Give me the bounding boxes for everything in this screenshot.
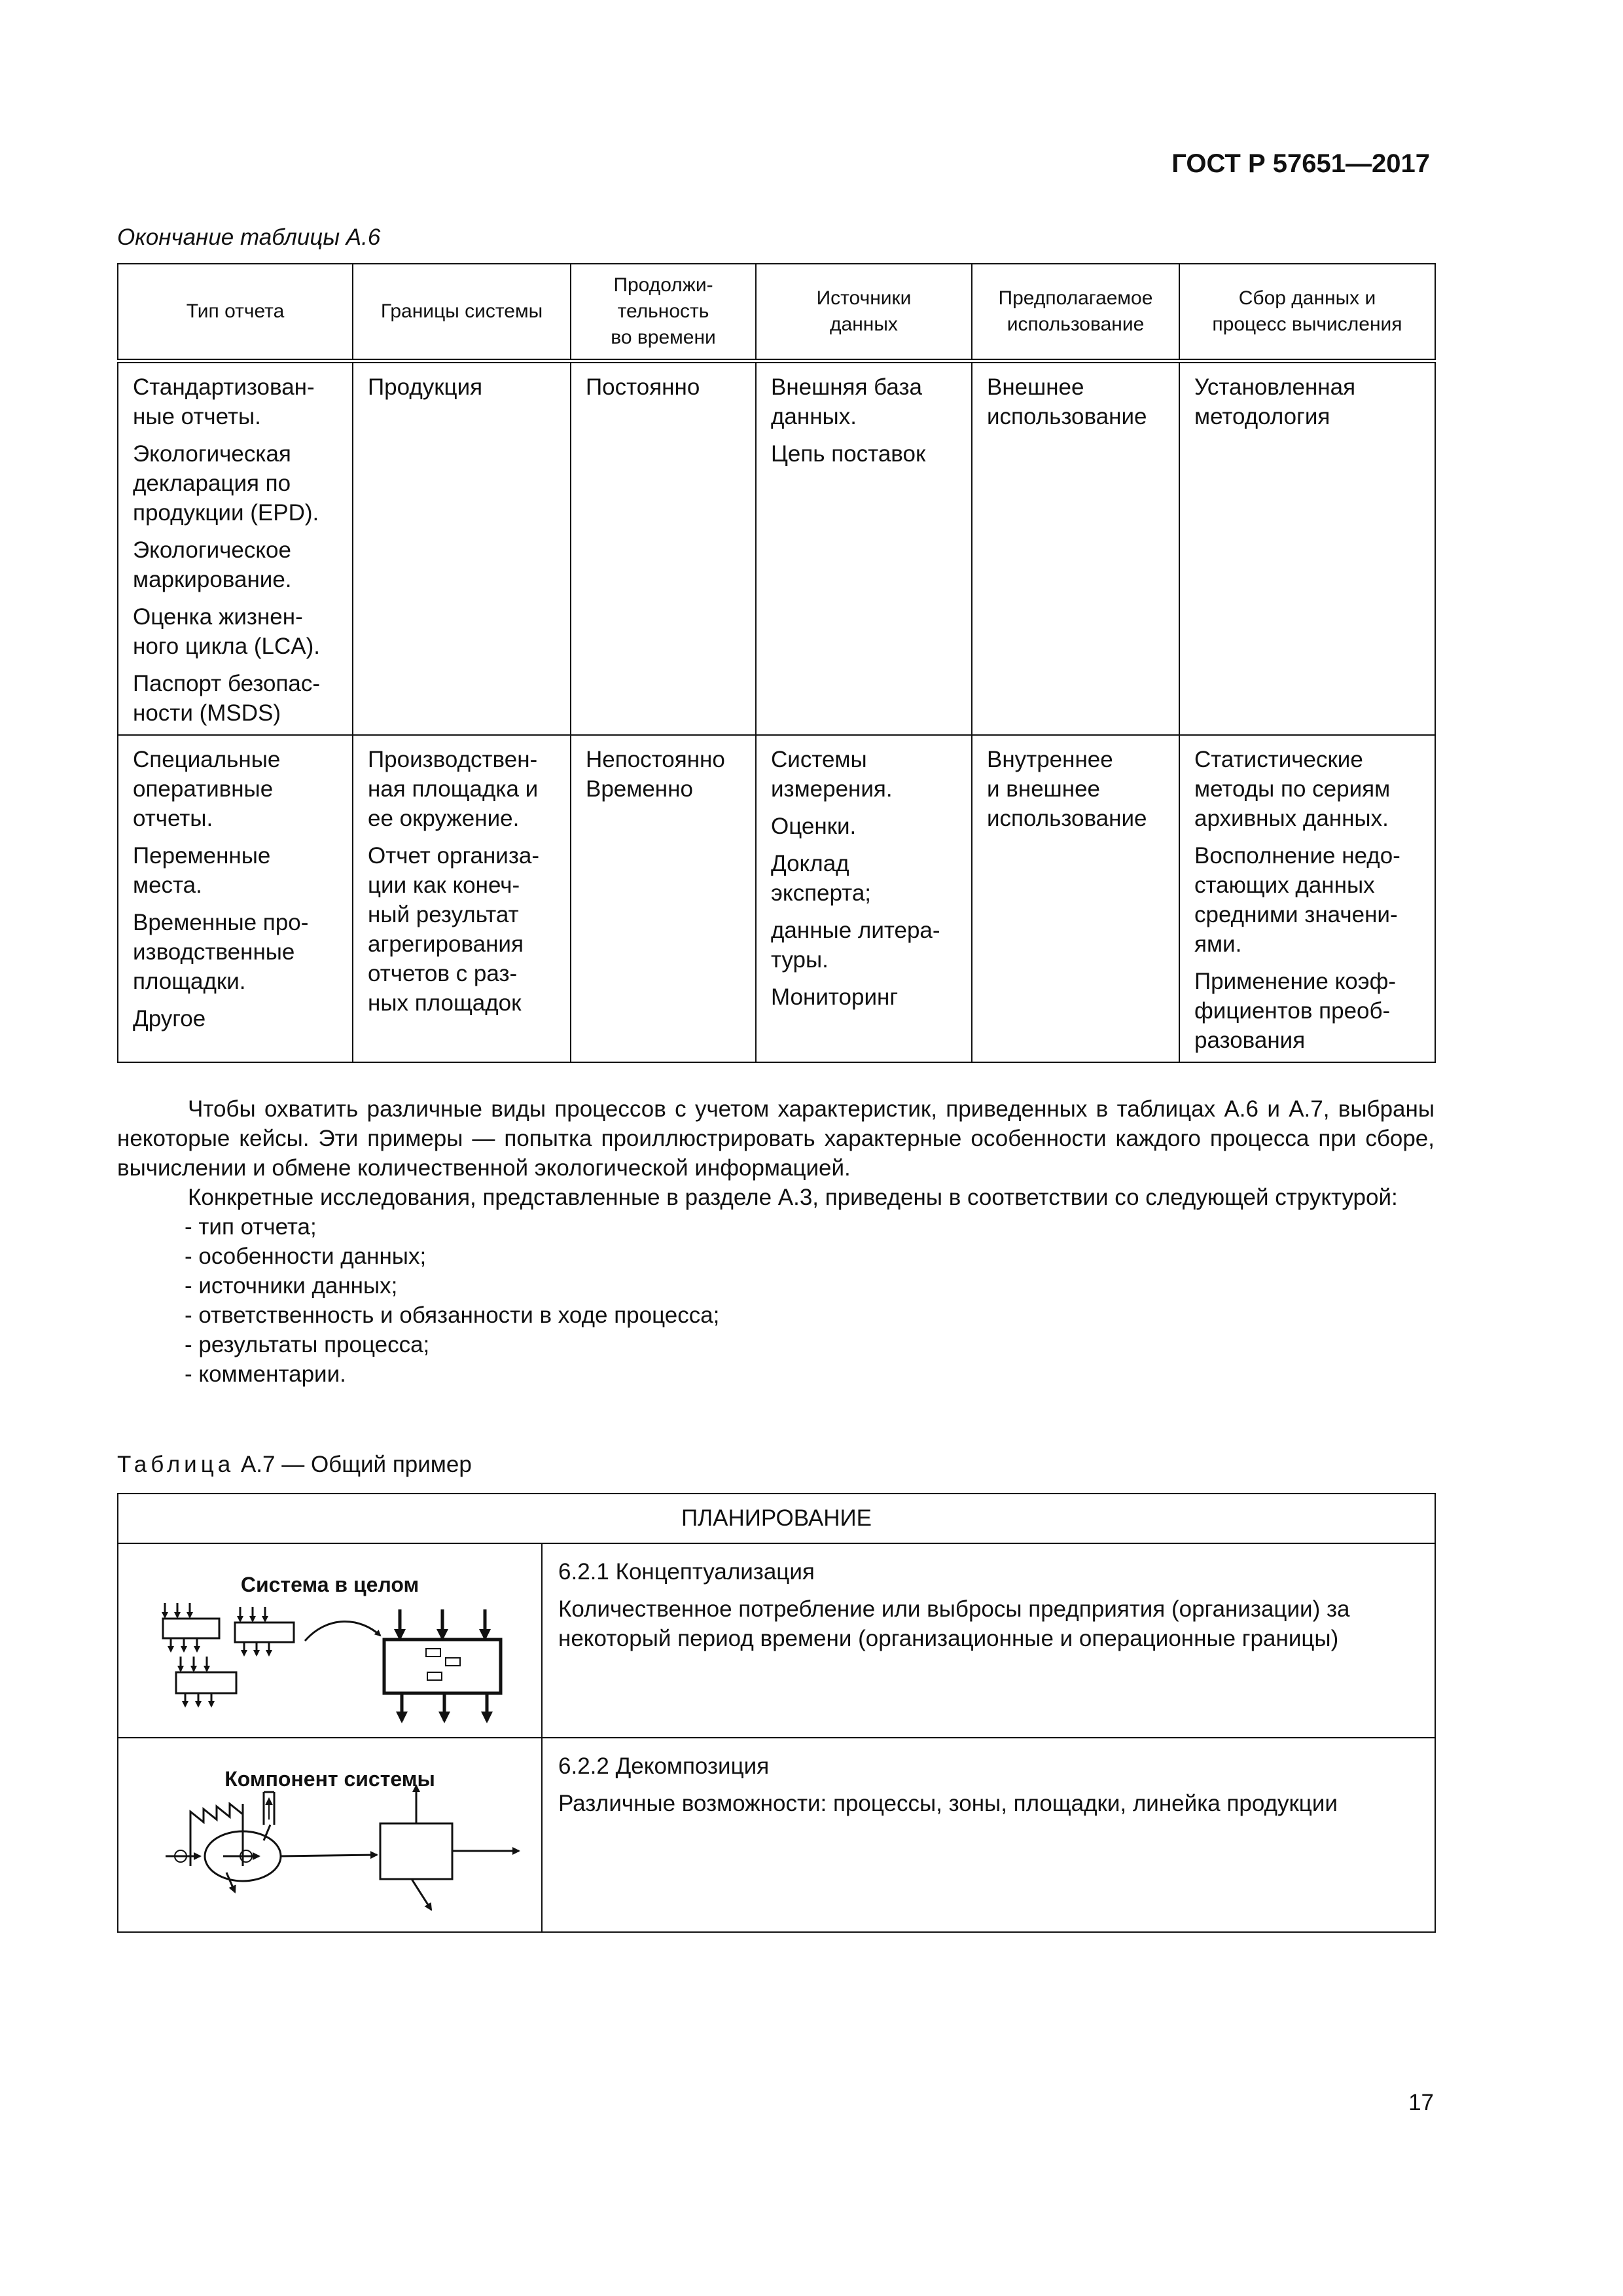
table-cell (118, 735, 353, 1062)
conceptualization-cell (542, 1543, 1435, 1738)
cell-paragraph: Оценки. (771, 814, 857, 839)
system-component-figure (118, 1738, 542, 1932)
column-header: Тип отчета (118, 264, 353, 361)
table-cell (756, 361, 972, 736)
system-component-diagram-icon (118, 1738, 543, 1931)
cell-paragraph: Паспорт безопас- ности (MSDS) (133, 671, 321, 726)
cell-paragraph: Внешняя база данных. (771, 374, 923, 429)
cell-paragraph: Установленная методология (1194, 374, 1356, 429)
cell-paragraph: данные литера- туры. (771, 918, 940, 973)
cell-paragraph: Цепь поставок (771, 441, 926, 467)
table-row (118, 361, 1435, 736)
list-item: - источники данных; (185, 1273, 398, 1299)
table-row (118, 735, 1435, 1062)
list-item: - ответственность и обязанности в ходе процесса; (185, 1302, 720, 1328)
cell-paragraph: Оценка жизнен- ного цикла (LCA). (133, 604, 321, 659)
cell-paragraph: Временные про- изводственные площадки. (133, 910, 309, 994)
cell-paragraph: Производствен- ная площадка и ее окружение. (368, 747, 539, 831)
cell-paragraph: Отчет организа- ции как конеч- ный результат агрегирования отчетов с раз- ных площадок (368, 843, 539, 1016)
table-a6-caption: Окончание таблицы А.6 (117, 224, 381, 250)
cell-paragraph: Постоянно (586, 374, 700, 400)
cell-paragraph: Стандартизован- ные отчеты. (133, 374, 315, 429)
cell-paragraph: Восполнение недо- стающих данных средними значени- ями. (1194, 843, 1400, 957)
cell-paragraph: Экологическое маркирование. (133, 537, 292, 592)
system-whole-diagram-icon (118, 1544, 543, 1737)
cell-paragraph: Переменные места. (133, 843, 271, 898)
cell-paragraph: Продукция (368, 374, 483, 400)
cell-paragraph: Системы измерения. (771, 747, 893, 802)
section-heading: 6.2.1 Концептуализация (558, 1559, 815, 1585)
table-a7-caption (117, 1452, 472, 1478)
cell-paragraph: Другое (133, 1006, 206, 1031)
body-text (117, 1094, 1435, 1389)
table-cell (118, 361, 353, 736)
table-cell (972, 735, 1179, 1062)
table-cell (756, 735, 972, 1062)
table-row (118, 1543, 1435, 1738)
column-header: Границы системы (353, 264, 571, 361)
table-cell (1179, 735, 1435, 1062)
decomposition-cell (542, 1738, 1435, 1932)
section-text: Различные возможности: процессы, зоны, площадки, линейка продукции (558, 1791, 1338, 1816)
paragraph: Конкретные исследования, представленные в разделе А.3, приведены в соответствии со следующей структурой: (188, 1185, 1398, 1210)
column-header: Источники данных (756, 264, 972, 361)
planning-header: ПЛАНИРОВАНИЕ (118, 1494, 1435, 1543)
cell-paragraph: Непостоянно Временно (586, 747, 725, 802)
table-header-row (118, 264, 1435, 361)
table-a7 (117, 1493, 1436, 1933)
table-row (118, 1738, 1435, 1932)
figure-title: Система в целом (240, 1573, 419, 1596)
structure-list (117, 1212, 1435, 1389)
list-item: - тип отчета; (185, 1214, 317, 1240)
cell-paragraph: Статистические методы по сериям архивных данных. (1194, 747, 1391, 831)
table-a6 (117, 263, 1436, 1063)
table-cell (1179, 361, 1435, 736)
table-cell (972, 361, 1179, 736)
cell-paragraph: Доклад эксперта; (771, 851, 872, 906)
cell-paragraph: Экологическая декларация по продукции (EPD). (133, 441, 319, 526)
page-number: 17 (1408, 2090, 1434, 2115)
cell-paragraph: Специальные оперативные отчеты. (133, 747, 281, 831)
caption-label: Таблица (117, 1452, 235, 1477)
section-text: Количественное потребление или выбросы предприятия (организации) за некоторый период времени (организационные и операционные границы) (558, 1596, 1350, 1651)
column-header: Сбор данных и процесс вычисления (1179, 264, 1435, 361)
column-header: Продолжи- тельность во времени (571, 264, 756, 361)
column-header: Предполагаемое использование (972, 264, 1179, 361)
table-cell (353, 735, 571, 1062)
list-item: - результаты процесса; (185, 1332, 430, 1357)
section-heading: 6.2.2 Декомпозиция (558, 1753, 770, 1779)
cell-paragraph: Внутреннее и внешнее использование (987, 747, 1147, 831)
system-whole-figure (118, 1543, 542, 1738)
paragraph: Чтобы охватить различные виды процессов с учетом характеристик, приведенных в таблицах А.6 и А.7, выбраны некоторые кейсы. Эти примеры — попытка проиллюстрировать характерные особенности каждого процесса при сборе, вычислении и обмене количественной экологической информацией. (117, 1096, 1435, 1181)
list-item: - комментарии. (185, 1361, 346, 1387)
table-cell (353, 361, 571, 736)
cell-paragraph: Мониторинг (771, 984, 899, 1010)
table-cell (571, 735, 756, 1062)
standard-number: ГОСТ Р 57651—2017 (1171, 149, 1430, 178)
list-item: - особенности данных; (185, 1244, 427, 1269)
caption-title: А.7 — Общий пример (234, 1452, 472, 1477)
table-cell (571, 361, 756, 736)
cell-paragraph: Применение коэф- фициентов преоб- разования (1194, 969, 1397, 1053)
figure-title: Компонент системы (224, 1767, 435, 1791)
cell-paragraph: Внешнее использование (987, 374, 1147, 429)
